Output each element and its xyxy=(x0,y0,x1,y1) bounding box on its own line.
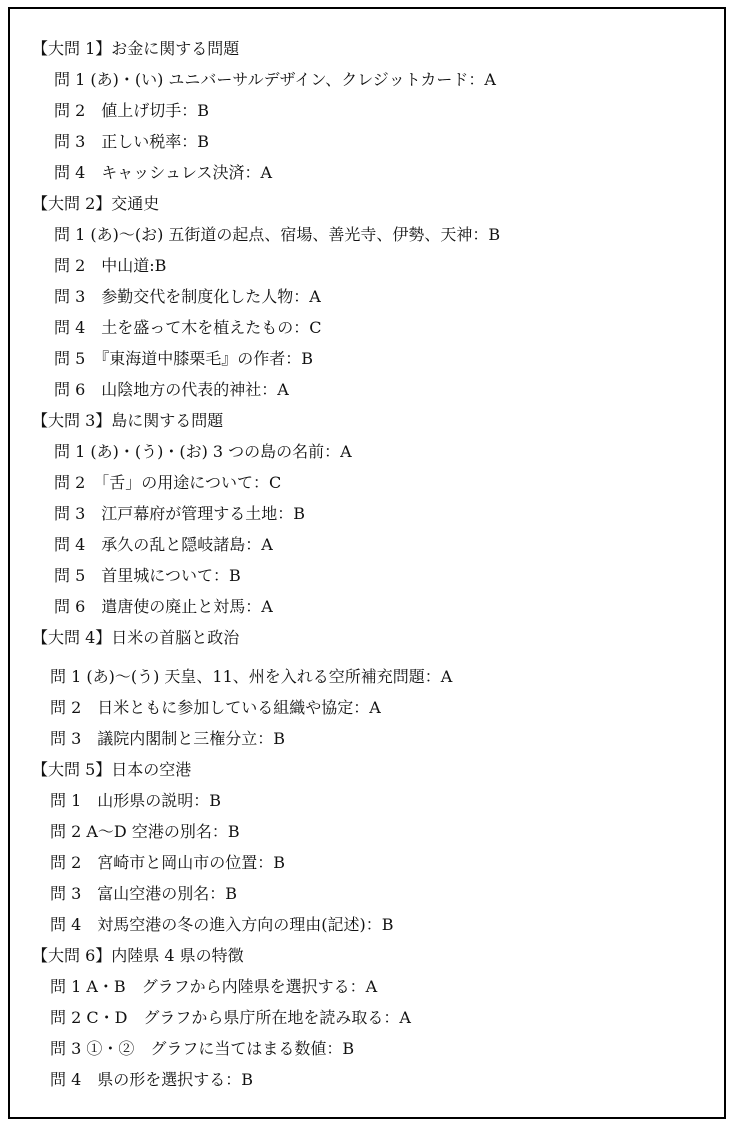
question-item: 問 2 中山道:B xyxy=(54,256,167,275)
question-item: 問 4 承久の乱と隠岐諸島：A xyxy=(54,535,273,554)
question-item: 問 6 遣唐使の廃止と対馬：A xyxy=(54,597,273,616)
section-title: 【大問 6】内陸県 4 県の特徴 xyxy=(32,946,244,965)
section-title: 【大問 5】日本の空港 xyxy=(32,760,192,779)
question-item: 問 1 山形県の説明：B xyxy=(50,791,222,810)
question-item: 問 3 議院内閣制と三権分立：B xyxy=(50,729,286,748)
question-item: 問 3 参勤交代を制度化した人物：A xyxy=(54,287,321,306)
document-frame xyxy=(8,7,726,1119)
question-item: 問 3 ①・② グラフに当てはまる数値：B xyxy=(50,1039,355,1058)
question-item: 問 1 A・B グラフから内陸県を選択する：A xyxy=(50,977,378,996)
question-item: 問 2 宮崎市と岡山市の位置：B xyxy=(50,853,286,872)
question-item: 問 3 江戸幕府が管理する土地：B xyxy=(54,504,306,523)
question-item: 問 2 日米ともに参加している組織や協定：A xyxy=(50,698,381,717)
section-title: 【大問 2】交通史 xyxy=(32,194,160,213)
question-item: 問 1 (あ)〜(お) 五街道の起点、宿場、善光寺、伊勢、天神：B xyxy=(54,225,501,244)
question-item: 問 4 県の形を選択する：B xyxy=(50,1070,254,1089)
question-item: 問 3 正しい税率：B xyxy=(54,132,210,151)
question-item: 問 4 キャッシュレス決済：A xyxy=(54,163,273,182)
question-item: 問 5 『東海道中膝栗毛』の作者：B xyxy=(54,349,314,368)
question-item: 問 2 値上げ切手：B xyxy=(54,101,210,120)
question-item: 問 1 (あ)〜(う) 天皇、11、州を入れる空所補充問題：A xyxy=(50,667,453,686)
question-item: 問 4 対馬空港の冬の進入方向の理由(記述)：B xyxy=(50,915,394,934)
question-item: 問 1 (あ)・(い) ユニバーサルデザイン、クレジットカード：A xyxy=(54,70,496,89)
question-item: 問 6 山陰地方の代表的神社：A xyxy=(54,380,289,399)
question-item: 問 4 土を盛って木を植えたもの：C xyxy=(54,318,322,337)
question-item: 問 2 「舌」の用途について：C xyxy=(54,473,282,492)
section-title: 【大問 4】日米の首脳と政治 xyxy=(32,628,240,647)
section-title: 【大問 3】島に関する問題 xyxy=(32,411,224,430)
question-item: 問 1 (あ)・(う)・(お) 3 つの島の名前：A xyxy=(54,442,352,461)
question-item: 問 2 A〜D 空港の別名：B xyxy=(50,822,240,841)
section-title: 【大問 1】お金に関する問題 xyxy=(32,39,240,58)
question-item: 問 5 首里城について：B xyxy=(54,566,241,585)
question-item: 問 2 C・D グラフから県庁所在地を読み取る：A xyxy=(50,1008,411,1027)
answer-list xyxy=(32,33,714,1095)
question-item: 問 3 富山空港の別名：B xyxy=(50,884,238,903)
